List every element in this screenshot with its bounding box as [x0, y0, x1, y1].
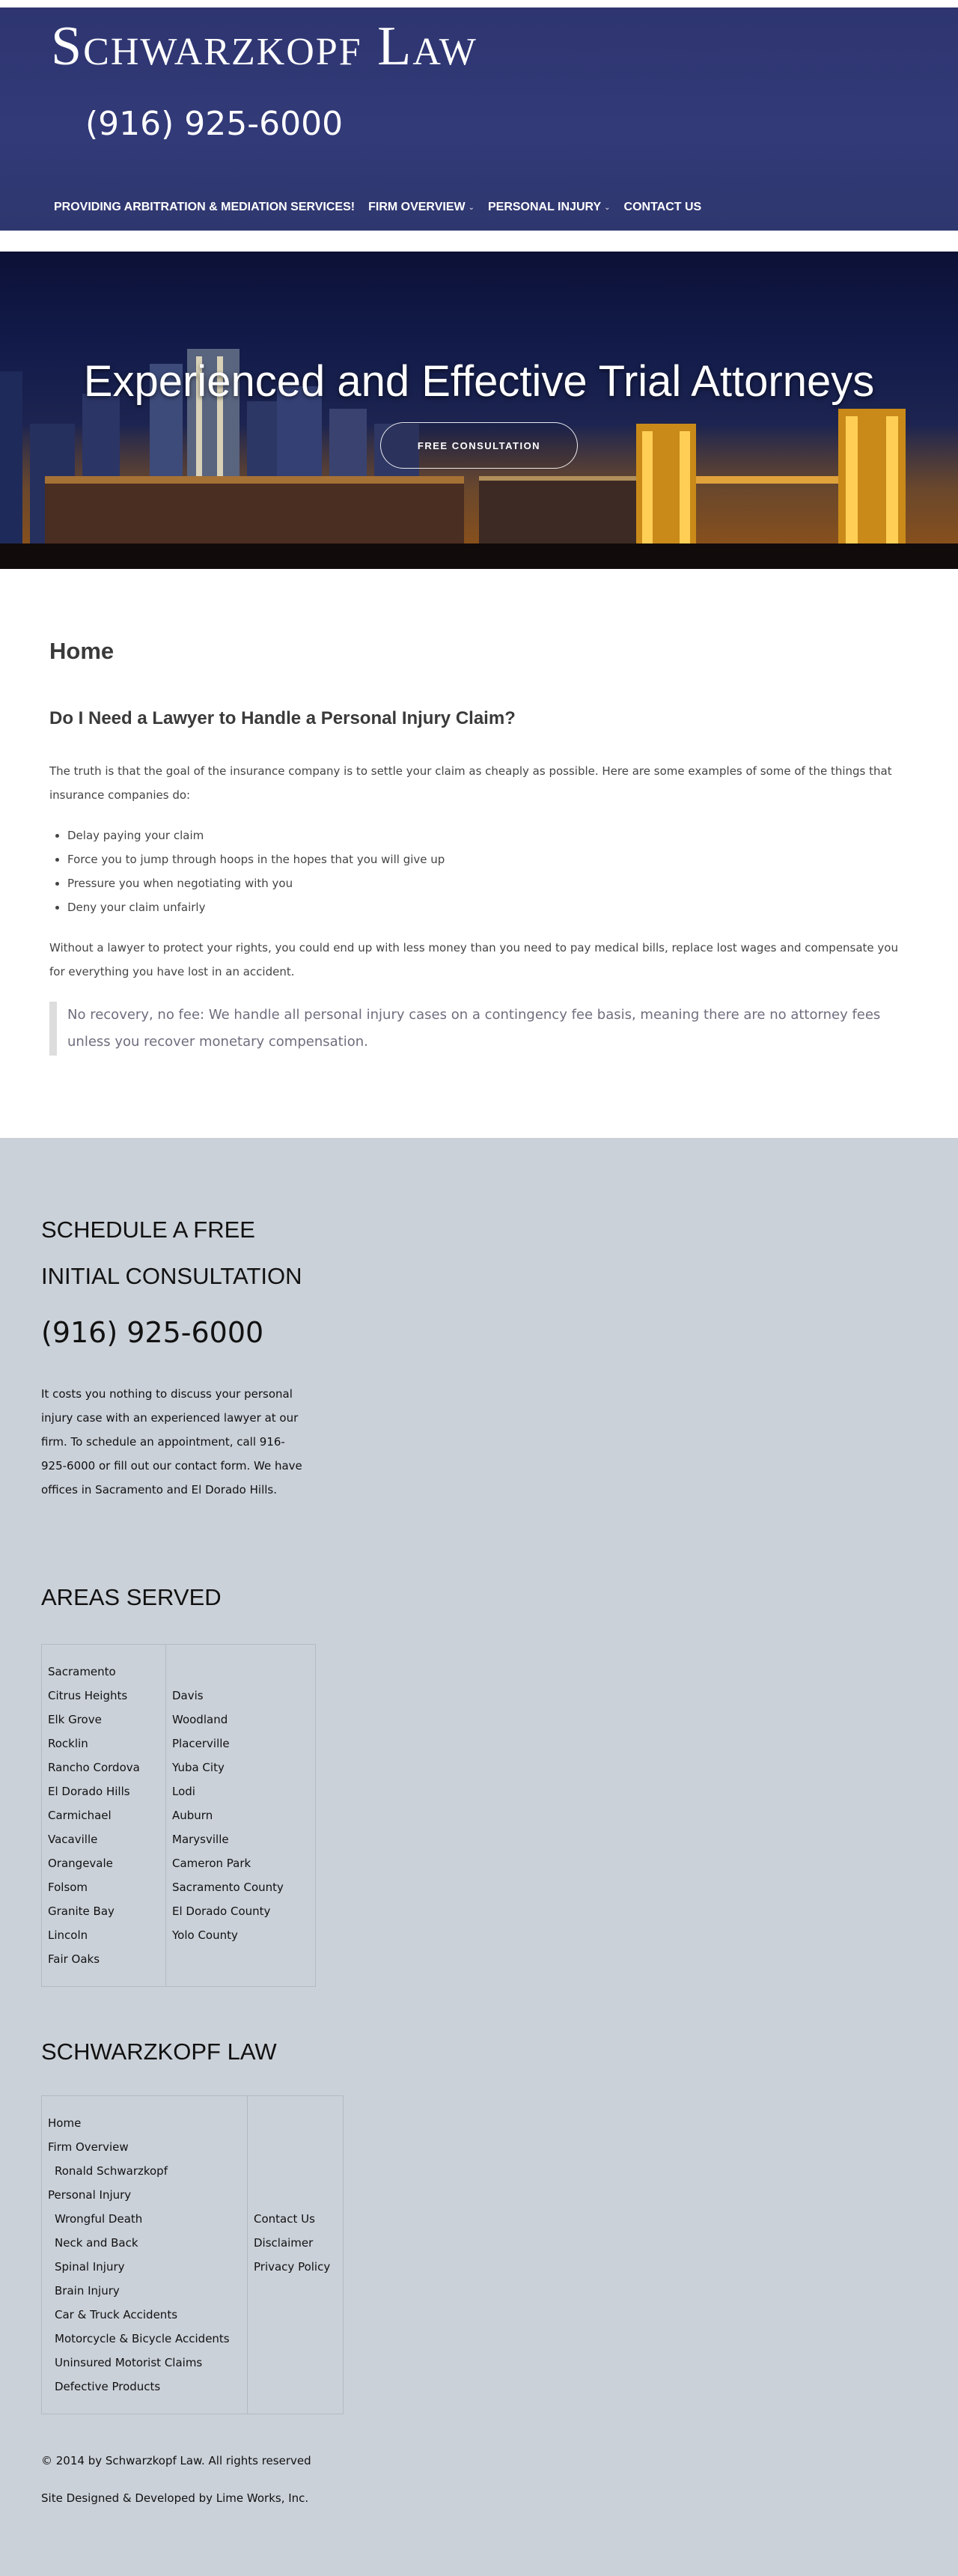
footer-link-motorcycle-bicycle-accidents[interactable]: Motorcycle & Bicycle Accidents [55, 2332, 230, 2345]
schedule-heading-line-1: SCHEDULE A FREE [41, 1217, 255, 1243]
schedule-heading [41, 1207, 302, 1300]
area-item: Davis [172, 1689, 204, 1702]
insurance-tactics-list [67, 823, 445, 919]
free-consultation-button[interactable]: FREE CONSULTATION [380, 422, 578, 469]
schedule-text: It costs you nothing to discuss your personal injury case with an experienced lawyer at our firm. To schedule an appointment, call 916-925-6000 or fill out our contact form. We have offices in Sacramento and El Dorado Hills. [41, 1387, 302, 1496]
area-item: Orangevale [48, 1857, 113, 1870]
area-item: El Dorado County [172, 1904, 271, 1918]
area-item: Elk Grove [48, 1713, 102, 1726]
footer-link-neck-and-back[interactable]: Neck and Back [55, 2236, 138, 2250]
chevron-down-icon: ⌄ [604, 203, 611, 212]
area-item: Lodi [172, 1785, 195, 1798]
area-item: Fair Oaks [48, 1952, 100, 1966]
area-item: Vacaville [48, 1833, 98, 1846]
site-logo-text[interactable]: Schwarzkopf Law [51, 16, 478, 77]
area-item: Carmichael [48, 1809, 112, 1822]
footer-links-column-2 [248, 2096, 344, 2414]
footer-link-defective-products[interactable]: Defective Products [55, 2380, 161, 2393]
intro-paragraph: The truth is that the goal of the insurance company is to settle your claim as cheaply as possible. Here are some examples of some of the things that insurance companies do: [49, 764, 892, 802]
footer-link-spinal-injury[interactable]: Spinal Injury [55, 2260, 125, 2274]
city-skyline-image [0, 252, 958, 569]
footer-link-wrongful-death[interactable]: Wrongful Death [55, 2212, 143, 2226]
footer-link-brain-injury[interactable]: Brain Injury [55, 2284, 120, 2298]
footer-link-ronald-schwarzkopf[interactable]: Ronald Schwarzkopf [55, 2164, 168, 2178]
footer-link-home[interactable]: Home [48, 2116, 82, 2130]
list-item: • Deny your claim unfairly [67, 895, 445, 919]
page-title: Home [49, 638, 115, 664]
area-item: Auburn [172, 1809, 213, 1822]
areas-served-heading: AREAS SERVED [41, 1584, 222, 1610]
area-item: Placerville [172, 1737, 230, 1750]
footer-link-personal-injury[interactable]: Personal Injury [48, 2188, 132, 2202]
footer-links-table [41, 2095, 344, 2414]
chevron-down-icon: ⌄ [468, 203, 475, 212]
area-item: El Dorado Hills [48, 1785, 130, 1798]
nav-item-firm-overview[interactable] [368, 201, 475, 214]
list-item: • Force you to jump through hoops in the hopes that you will give up [67, 847, 445, 871]
area-item: Marysville [172, 1833, 229, 1846]
lawyer-paragraph: Without a lawyer to protect your rights, you could end up with less money than you need to pay medical bills, replace lost wages and compensate you for everything you have lost in an accident. [49, 941, 898, 978]
contingency-quote: No recovery, no fee: We handle all personal injury cases on a contingency fee basis, meaning there are no attorney fees unless you recover monetary compensation. [49, 1002, 910, 1056]
site-header [0, 7, 958, 241]
schedule-heading-line-2: INITIAL CONSULTATION [41, 1263, 302, 1289]
footer-link-contact-us[interactable]: Contact Us [254, 2212, 315, 2226]
nav-item-contact-us[interactable] [624, 201, 702, 214]
footer-phone[interactable]: (916) 925-6000 [41, 1316, 264, 1349]
site-credit-text[interactable]: Site Designed & Developed by Lime Works, Inc. [41, 2491, 309, 2505]
area-item: Granite Bay [48, 1904, 115, 1918]
nav-item-personal-injury[interactable] [488, 201, 611, 214]
nav-item-label: CONTACT US [623, 201, 702, 213]
footer-link-uninsured-motorist-claims[interactable]: Uninsured Motorist Claims [55, 2356, 203, 2369]
header-phone[interactable]: (916) 925-6000 [85, 105, 344, 143]
area-item: Folsom [48, 1881, 88, 1894]
area-item: Lincoln [48, 1928, 88, 1942]
main-content [0, 569, 958, 1138]
nav-item-arbitration[interactable] [54, 201, 355, 214]
nav-item-label: FIRM OVERVIEW [368, 201, 466, 213]
area-item: Woodland [172, 1713, 228, 1726]
area-item: Citrus Heights [48, 1689, 128, 1702]
main-nav [54, 201, 701, 214]
area-item: Sacramento [48, 1665, 116, 1678]
areas-column-1 [42, 1645, 166, 1987]
areas-served-table [41, 1644, 316, 1987]
article-heading: Do I Need a Lawyer to Handle a Personal Injury Claim? [49, 708, 516, 728]
area-item: Yuba City [172, 1761, 225, 1774]
hero-banner [0, 252, 958, 569]
footer-link-disclaimer[interactable]: Disclaimer [254, 2236, 314, 2250]
footer-link-privacy-policy[interactable]: Privacy Policy [254, 2260, 331, 2274]
areas-column-2 [166, 1645, 316, 1987]
copyright-text: © 2014 by Schwarzkopf Law. All rights reserved [41, 2454, 311, 2467]
area-item: Sacramento County [172, 1881, 284, 1894]
list-item: • Delay paying your claim [67, 823, 445, 847]
nav-item-label: PROVIDING ARBITRATION & MEDIATION SERVICES! [54, 201, 356, 213]
area-item: Rancho Cordova [48, 1761, 140, 1774]
hero-title: Experienced and Effective Trial Attorneys [83, 357, 875, 406]
footer-links-column-1 [42, 2096, 248, 2414]
list-item: • Pressure you when negotiating with you [67, 871, 445, 895]
column-spacer [172, 1660, 309, 1684]
area-item: Yolo County [172, 1928, 238, 1942]
area-item: Cameron Park [172, 1857, 251, 1870]
footer-link-car-truck-accidents[interactable]: Car & Truck Accidents [55, 2308, 178, 2321]
area-item: Rocklin [48, 1737, 88, 1750]
footer-link-firm-overview[interactable]: Firm Overview [48, 2140, 129, 2154]
footer-law-heading: SCHWARZKOPF LAW [41, 2038, 277, 2065]
nav-item-label: PERSONAL INJURY [487, 201, 602, 213]
site-footer [0, 1138, 958, 2576]
